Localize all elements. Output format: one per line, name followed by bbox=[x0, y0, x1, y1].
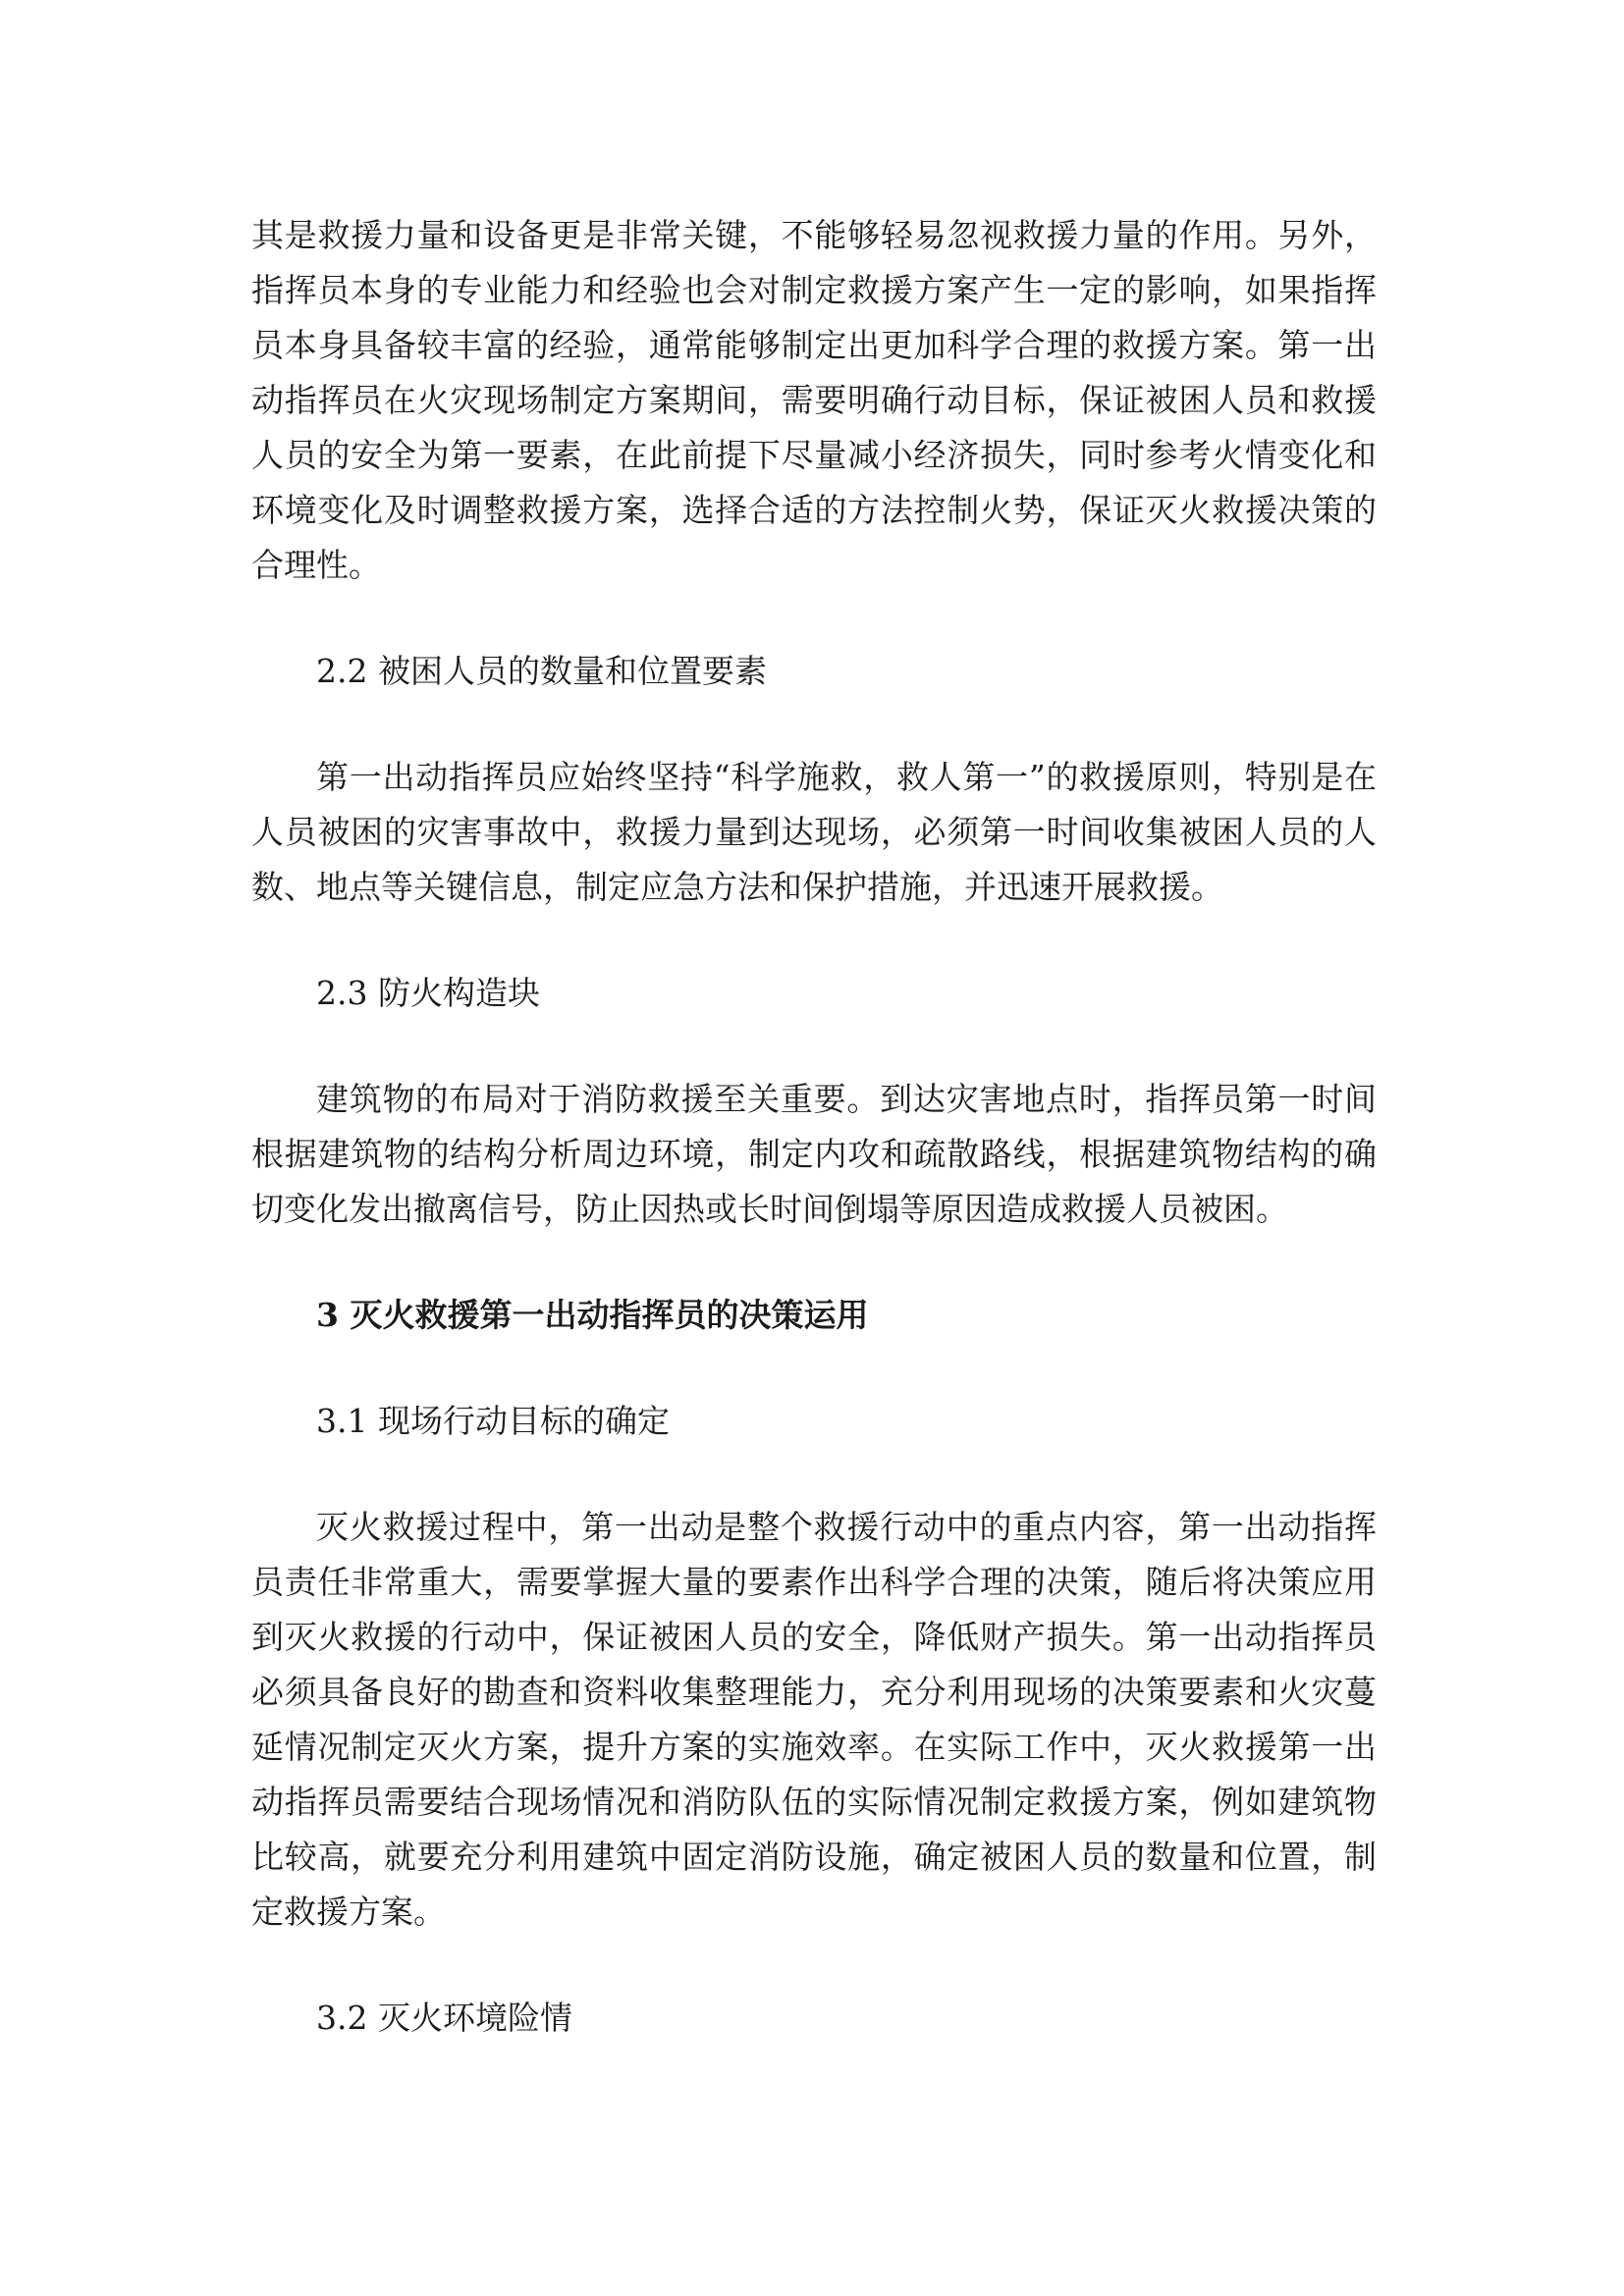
document-body bbox=[251, 208, 1377, 2097]
paragraph: 建筑物的布局对于消防救援至关重要。到达灾害地点时，指挥员第一时间根据建筑物的结构分析周边环境，制定内攻和疏散路线，根据建筑物结构的确切变化发出撤离信号，防止因热或长时间倒塌等原因造成救援人员被困。 bbox=[251, 1080, 1377, 1228]
section-heading-3-2: 3.2 灭火环境险情 bbox=[316, 1999, 572, 2037]
section-heading-2-2: 2.2 被困人员的数量和位置要素 bbox=[316, 652, 767, 690]
section-heading-3-1: 3.1 现场行动目标的确定 bbox=[316, 1402, 670, 1440]
section-heading-2-3: 2.3 防火构造块 bbox=[316, 974, 540, 1012]
chapter-heading-3: 3 灭火救援第一出动指挥员的决策运用 bbox=[316, 1296, 869, 1334]
paragraph: 灭火救援过程中，第一出动是整个救援行动中的重点内容，第一出动指挥员责任非常重大，需要掌握大量的要素作出科学合理的决策，随后将决策应用到灭火救援的行动中，保证被困人员的安全，降低财产损失。第一出动指挥员必须具备良好的勘查和资料收集整理能力，充分利用现场的决策要素和火灾蔓延情况制定灭火方案，提升方案的实施效率。在实际工作中，灭火救援第一出动指挥员需要结合现场情况和消防队伍的实际情况制定救援方案，例如建筑物比较高，就要充分利用建筑中固定消防设施，确定被困人员的数量和位置，制定救援方案。 bbox=[251, 1508, 1377, 1931]
paragraph: 第一出动指挥员应始终坚持“科学施救，救人第一”的救援原则，特别是在人员被困的灾害事故中，救援力量到达现场，必须第一时间收集被困人员的人数、地点等关键信息，制定应急方法和保护措施，并迅速开展救援。 bbox=[251, 758, 1377, 906]
paragraph-continued: 其是救援力量和设备更是非常关键，不能够轻易忽视救援力量的作用。另外，指挥员本身的专业能力和经验也会对制定救援方案产生一定的影响，如果指挥员本身具备较丰富的经验，通常能够制定出更加科学合理的救援方案。第一出动指挥员在火灾现场制定方案期间，需要明确行动目标，保证被困人员和救援人员的安全为第一要素，在此前提下尽量减小经济损失，同时参考火情变化和环境变化及时调整救援方案，选择合适的方法控制火势，保证灭火救援决策的合理性。 bbox=[251, 216, 1377, 584]
